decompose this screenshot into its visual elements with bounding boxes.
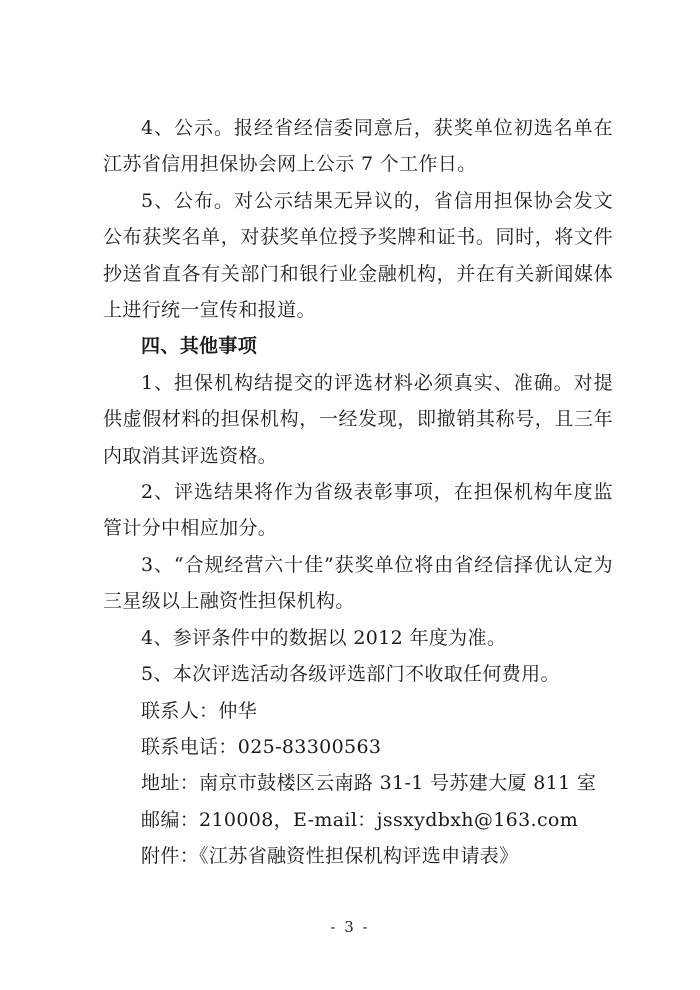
contact-phone: 联系电话：025-83300563 (141, 735, 382, 758)
section-heading-other-matters: 四、其他事项 (141, 335, 258, 358)
paragraph-announcement: 5、公布。对公示结果无异议的，省信用担保协会发文公布获奖名单，对获奖单位授予奖牌和证书。同时，将文件抄送省直各有关部门和银行业金融机构，并在有关新闻媒体上进行统一宣传和报道。 (103, 189, 613, 322)
paragraph-material-authenticity: 1、担保机构结提交的评选材料必须真实、准确。对提供虚假材料的担保机构，一经发现，即撤销其称号，且三年内取消其评选资格。 (103, 371, 613, 467)
contact-postcode-email: 邮编：210008，E-mail：jssxydbxh@163.com (141, 808, 579, 831)
paragraph-data-year: 4、参评条件中的数据以 2012 年度为准。 (141, 626, 507, 649)
paragraph-publicity: 4、公示。报经省经信委同意后，获奖单位初选名单在江苏省信用担保协会网上公示 7 个工作日。 (103, 117, 613, 176)
contact-address: 地址：南京市鼓楼区云南路 31-1 号苏建大厦 811 室 (141, 772, 597, 795)
document-body (103, 110, 613, 875)
paragraph-evaluation-results: 2、评选结果将作为省级表彰事项，在担保机构年度监管计分中相应加分。 (103, 481, 613, 540)
page-number: - 3 - (330, 918, 370, 936)
contact-person: 联系人：仲华 (141, 699, 258, 722)
paragraph-award-recognition: 3、“合规经营六十佳”获奖单位将由省经信择优认定为三星级以上融资性担保机构。 (103, 553, 613, 613)
paragraph-no-fees: 5、本次评选活动各级评选部门不收取任何费用。 (141, 663, 560, 686)
attachment-line: 附件：《江苏省融资性担保机构评选申请表》 (141, 845, 519, 868)
